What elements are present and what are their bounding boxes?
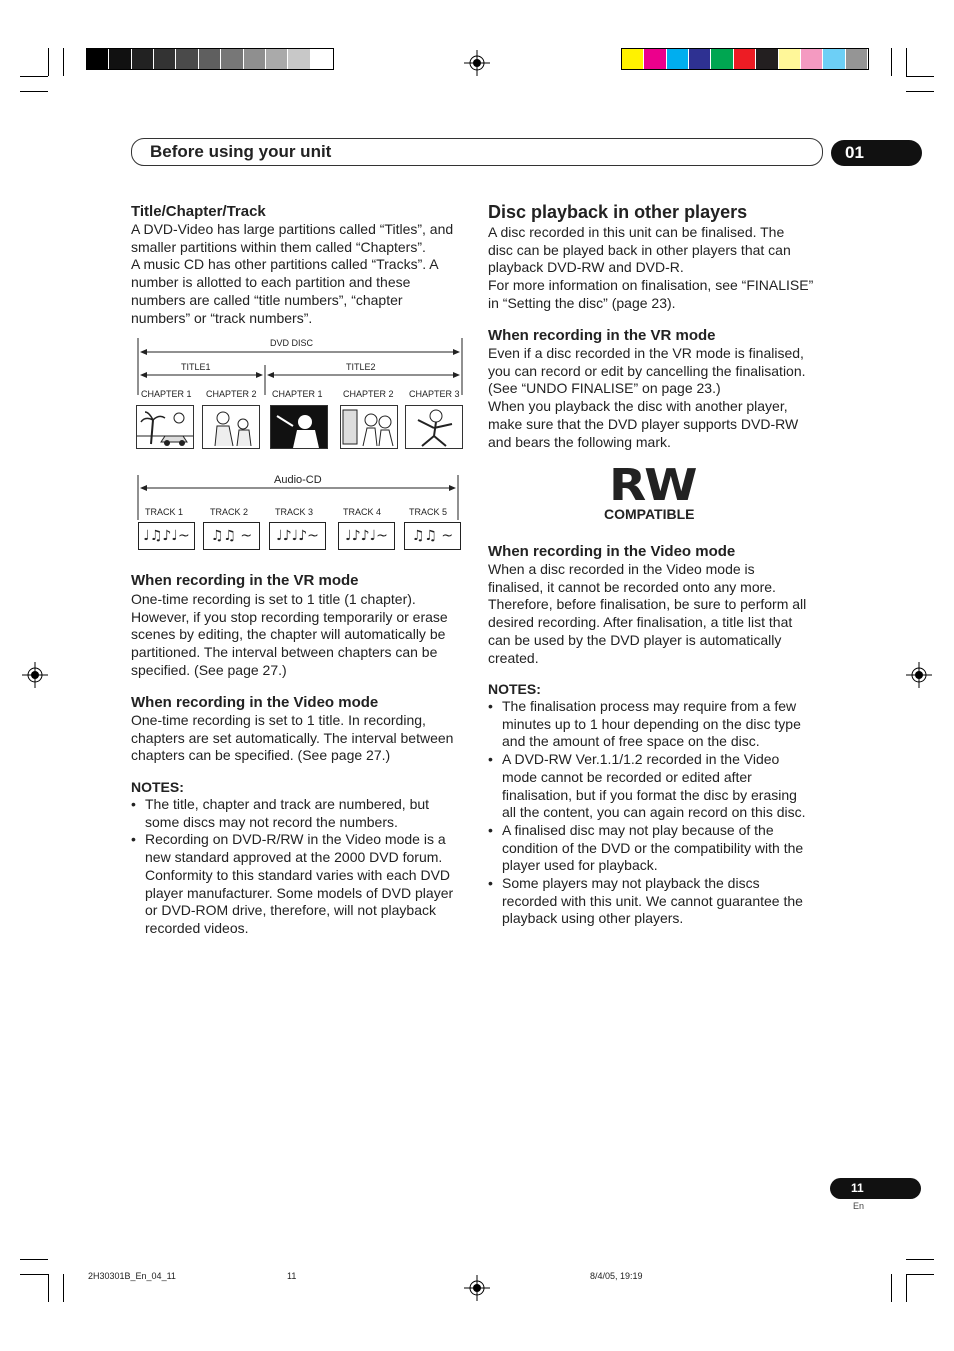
registration-mark-icon — [464, 1275, 490, 1301]
language-label: En — [853, 1201, 865, 1211]
gray-calibration-bar — [86, 48, 334, 70]
video-mode-text — [488, 561, 833, 667]
text-line: chapters can be specified. (See page 27.) — [131, 747, 391, 764]
section-header — [131, 138, 823, 166]
vr-mode-text — [488, 345, 833, 451]
text-line: desired recording. After finalisation, a title list that — [488, 614, 793, 631]
title1-label: TITLE1 — [181, 362, 211, 372]
vr-mode-heading: When recording in the VR mode — [488, 327, 716, 344]
notes-heading: NOTES: — [488, 681, 541, 697]
text-line: (See “UNDO FINALISE” on page 23.) — [488, 380, 721, 397]
text-line: A DVD-Video has large partitions called “Titles”, and — [131, 221, 454, 237]
track-label: TRACK 3 — [275, 507, 314, 517]
music-notes-icon: ♩♫♪♩~ — [138, 522, 195, 550]
text-line: some discs may not record the numbers. — [145, 813, 398, 830]
text-line: A disc recorded in this unit can be finalised. The — [488, 224, 785, 240]
color-swatch — [244, 49, 265, 69]
color-swatch — [109, 49, 130, 69]
text-line: • Recording on DVD-R/RW in the Video mode is a — [145, 831, 446, 848]
color-swatch — [199, 49, 220, 69]
chapter-badge — [831, 140, 922, 166]
text-line: playback DVD-RW and DVD-R. — [488, 259, 684, 276]
music-notes-icon: ♫♫ ~ — [404, 522, 461, 550]
text-line: When you playback the disc with another player, — [488, 398, 788, 415]
text-line: When a disc recorded in the Video mode is — [488, 561, 755, 577]
text-line: scenes by editing, the chapter will automatically be — [131, 626, 446, 643]
text-line: recorded videos. — [145, 919, 249, 936]
text-line: in “Setting the disc” (page 23). — [488, 294, 676, 311]
color-swatch — [221, 49, 242, 69]
color-swatch — [622, 49, 643, 69]
rw-compatible-logo — [603, 460, 711, 524]
text-line: chapters are set automatically. The interval between — [131, 729, 454, 746]
text-line: or DVD-ROM drive, therefore, will not playback — [145, 902, 436, 919]
text-line: • A DVD-RW Ver.1.1/1.2 recorded in the Video — [502, 751, 780, 768]
registration-mark-icon — [464, 50, 490, 76]
video-mode-heading: When recording in the Video mode — [488, 543, 736, 560]
title2-label: TITLE2 — [346, 362, 376, 372]
text-line: and bears the following mark. — [488, 433, 671, 450]
dvd-disc-label: DVD DISC — [270, 338, 314, 348]
list-item — [488, 751, 833, 822]
couple-scene-icon — [340, 405, 398, 449]
text-line: playback using other players. — [502, 910, 684, 927]
performer-scene-icon — [270, 405, 328, 449]
music-notes-icon: ♩♪♪♩~ — [338, 522, 395, 550]
chapter-label: CHAPTER 2 — [343, 389, 394, 399]
text-line: • The finalisation process may require from a few — [502, 698, 797, 714]
text-line: disc can be played back in other players that can — [488, 241, 791, 258]
section-title: Before using your unit — [150, 142, 332, 161]
track-label: TRACK 2 — [210, 507, 249, 517]
text-line: finalisation, but if you format the disc by erasing — [502, 786, 797, 803]
track-label: TRACK 4 — [343, 507, 382, 517]
text-line: created. — [488, 649, 539, 666]
intro-text — [488, 224, 833, 313]
list-item — [488, 698, 833, 751]
vr-mode-text — [131, 591, 471, 680]
notes-heading: NOTES: — [131, 779, 184, 795]
text-line: partitioned. The interval between chapters can be — [131, 644, 438, 661]
text-line: and the amount of free space on the disc. — [502, 733, 760, 750]
text-line: numbers are called “title numbers”, “chapter — [131, 291, 403, 308]
text-line: can be used by the DVD player is automatically — [488, 631, 782, 648]
color-swatch — [87, 49, 108, 69]
registration-mark-icon — [906, 662, 932, 688]
audio-cd-label: Audio-CD — [274, 474, 322, 486]
compatible-text: COMPATIBLE — [604, 506, 695, 522]
track-label: TRACK 5 — [409, 507, 448, 517]
color-swatch — [644, 49, 665, 69]
text-line: • Some players may not playback the discs — [502, 875, 760, 892]
color-swatch — [846, 49, 867, 69]
footer-page: 11 — [287, 1271, 297, 1281]
color-swatch — [132, 49, 153, 69]
color-swatch — [823, 49, 844, 69]
color-swatch — [734, 49, 755, 69]
text-line: numbers” or “track numbers”. — [131, 309, 313, 326]
text-line: • The title, chapter and track are numbered, but — [145, 796, 430, 812]
text-line: player used for playback. — [502, 857, 658, 874]
text-line: smaller partitions within them called “Chapters”. — [131, 238, 426, 255]
color-swatch — [756, 49, 777, 69]
page-number: 11 — [851, 1181, 864, 1195]
color-swatch — [711, 49, 732, 69]
page-number-badge — [830, 1178, 921, 1199]
title-chapter-track-text — [131, 221, 471, 327]
color-swatch — [667, 49, 688, 69]
chapter-label: CHAPTER 2 — [206, 389, 257, 399]
vr-mode-heading: When recording in the VR mode — [131, 572, 359, 589]
text-line: you can record or edit by cancelling the finalisation. — [488, 362, 806, 379]
page-heading: Disc playback in other players — [488, 202, 748, 222]
text-line: For more information on finalisation, see “FINALISE” — [488, 277, 814, 294]
video-mode-text — [131, 712, 471, 765]
beach-scene-icon — [136, 405, 194, 449]
list-item — [131, 831, 471, 937]
text-line: One-time recording is set to 1 title. In recording, — [131, 712, 426, 728]
color-swatch — [801, 49, 822, 69]
text-line: mode cannot be recorded or edited after — [502, 768, 752, 785]
color-swatch — [689, 49, 710, 69]
text-line: all the content, you can again record on this disc. — [502, 804, 806, 821]
people-scene-icon — [202, 405, 260, 449]
footer-file: 2H30301B_En_04_11 — [88, 1271, 176, 1281]
text-line: finalised, it cannot be recorded onto any more. — [488, 578, 776, 595]
chapter-label: CHAPTER 1 — [141, 389, 192, 399]
color-swatch — [176, 49, 197, 69]
color-swatch — [154, 49, 175, 69]
list-item — [131, 796, 471, 831]
notes-list — [131, 796, 471, 938]
registration-mark-icon — [22, 662, 48, 688]
chapter-label: CHAPTER 3 — [409, 389, 460, 399]
music-notes-icon: ♫♫ ~ — [203, 522, 260, 550]
music-notes-icon: ♩♪♩♪~ — [269, 522, 326, 550]
text-line: However, if you stop recording temporarily or erase — [131, 608, 448, 625]
text-line: recorded with this unit. We cannot guarantee the — [502, 892, 803, 909]
chapter-label: CHAPTER 1 — [272, 389, 323, 399]
title-chapter-track-heading: Title/Chapter/Track — [131, 203, 266, 220]
text-line: Even if a disc recorded in the VR mode is finalised, — [488, 345, 804, 361]
footer-date: 8/4/05, 19:19 — [590, 1271, 643, 1281]
text-line: make sure that the DVD player supports DVD-RW — [488, 415, 799, 432]
text-line: condition of the DVD or the compatibility with the — [502, 839, 804, 856]
text-line: A music CD has other partitions called “Tracks”. A — [131, 256, 439, 273]
track-label: TRACK 1 — [145, 507, 184, 517]
action-scene-icon — [405, 405, 463, 449]
text-line: player manufacturer. Some models of DVD player — [145, 884, 454, 901]
color-swatch — [288, 49, 309, 69]
color-swatch — [311, 49, 332, 69]
color-swatch — [266, 49, 287, 69]
text-line: minutes up to 1 hour depending on the disc type — [502, 715, 801, 732]
text-line: One-time recording is set to 1 title (1 chapter). — [131, 591, 416, 607]
text-line: number is allotted to each partition and these — [131, 274, 411, 291]
notes-list — [488, 698, 833, 928]
rw-logo-text: RW — [609, 460, 696, 511]
text-line: new standard approved at the 2000 DVD forum. — [145, 849, 443, 866]
color-swatch — [779, 49, 800, 69]
text-line: specified. (See page 27.) — [131, 661, 287, 678]
text-line: Conformity to this standard varies with each DVD — [145, 866, 451, 883]
video-mode-heading: When recording in the Video mode — [131, 694, 379, 711]
list-item — [488, 875, 833, 928]
text-line: • A finalised disc may not play because of the — [502, 821, 774, 838]
chapter-number: 01 — [845, 143, 864, 162]
text-line: Therefore, before finalisation, be sure to perform all — [488, 596, 807, 613]
color-calibration-bar — [621, 48, 869, 70]
list-item — [488, 822, 833, 875]
